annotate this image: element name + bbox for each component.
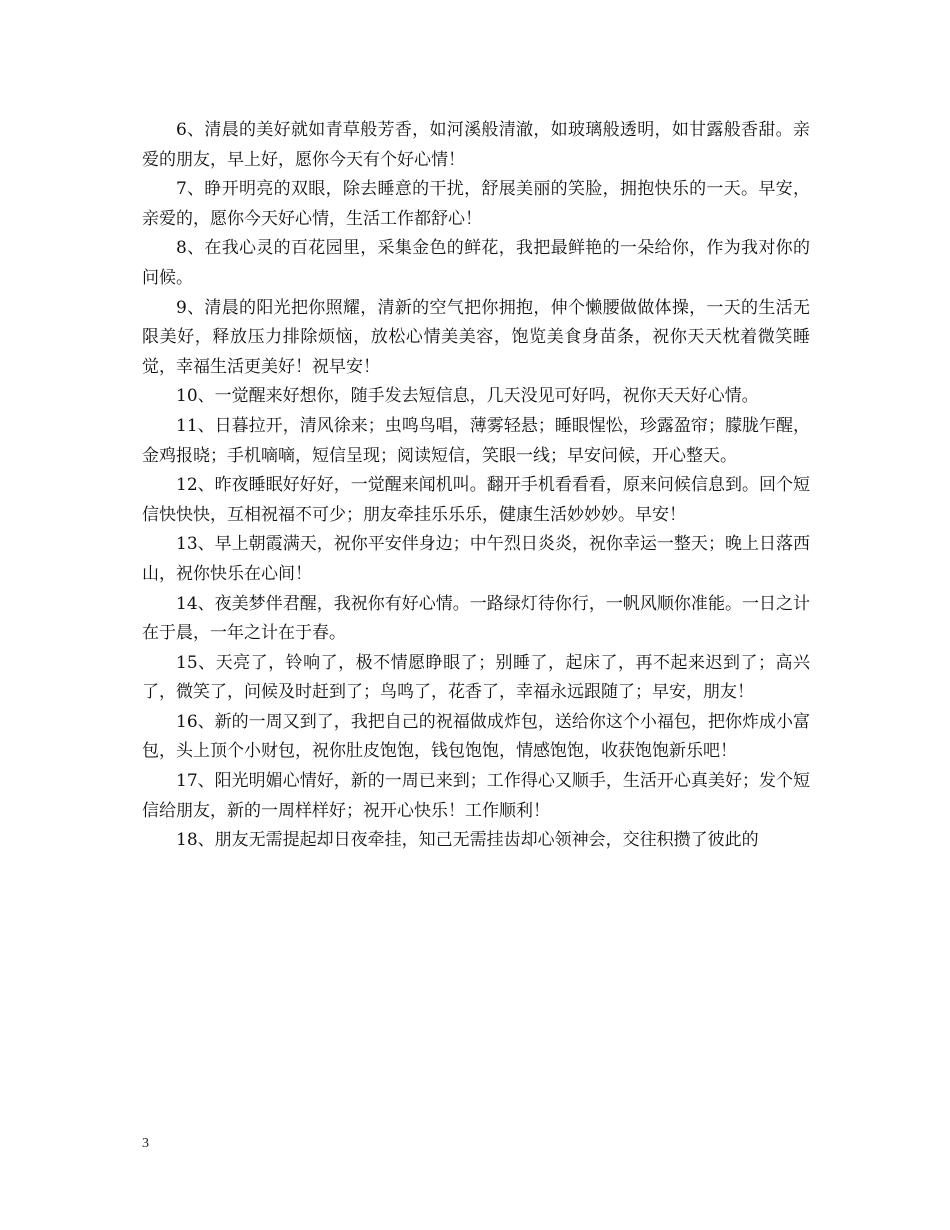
paragraph-12: 12、昨夜睡眠好好好，一觉醒来闻机叫。翻开手机看看看，原来问候信息到。回个短信快快快，互相祝福不可少；朋友牵挂乐乐乐，健康生活妙妙妙。早安！ — [142, 475, 810, 525]
paragraph-14: 14、夜美梦伴君醒，我祝你有好心情。一路绿灯待你行，一帆风顺你准能。一日之计在于晨，一年之计在于春。 — [142, 593, 810, 644]
paragraph-15: 15、天亮了，铃响了，极不情愿睁眼了；别睡了，起床了，再不起来迟到了；高兴了，微笑了，问候及时赶到了；鸟鸣了，花香了，幸福永远跟随了；早安，朋友！ — [142, 652, 810, 703]
paragraph-9: 9、清晨的阳光把你照耀，清新的空气把你拥抱，伸个懒腰做做体操，一天的生活无限美好，释放压力排除烦恼，放松心情美美容，饱览美食身苗条，祝你天天枕着微笑睡觉，幸福生活更美好！祝早安！ — [142, 297, 810, 377]
page-number: 3 — [142, 1136, 149, 1151]
paragraph-7: 7、睁开明亮的双眼，除去睡意的干扰，舒展美丽的笑脸，拥抱快乐的一天。早安，亲爱的，愿你今天好心情，生活工作都舒心！ — [142, 179, 810, 229]
paragraph-17: 17、阳光明媚心情好，新的一周已来到；工作得心又顺手，生活开心真美好；发个短信给朋友，新的一周样样好；祝开心快乐！工作顺利！ — [142, 771, 810, 821]
paragraph-18: 18、朋友无需提起却日夜牵挂，知己无需挂齿却心领神会，交往积攒了彼此的 — [176, 830, 759, 851]
paragraph-11: 11、日暮拉开，清风徐来；虫鸣鸟唱，薄雾轻悬；睡眼惺忪，珍露盈帘；朦胧乍醒，金鸡报晓；手机嘀嘀，短信呈现；阅读短信，笑眼一线；早安问候，开心整天。 — [142, 415, 810, 466]
document-body — [142, 116, 810, 856]
paragraph-8: 8、在我心灵的百花园里，采集金色的鲜花，我把最鲜艳的一朵给你，作为我对你的问候。 — [142, 238, 810, 288]
paragraph-16: 16、新的一周又到了，我把自己的祝福做成炸包，送给你这个小福包，把你炸成小富包，头上顶个小财包，祝你肚皮饱饱，钱包饱饱，情感饱饱，收获饱饱新乐吧！ — [142, 711, 810, 762]
paragraph-6: 6、清晨的美好就如青草般芳香，如河溪般清澈，如玻璃般透明，如甘露般香甜。亲爱的朋友，早上好，愿你今天有个好心情！ — [142, 120, 810, 170]
paragraph-10: 10、一觉醒来好想你，随手发去短信息，几天没见可好吗，祝你天天好心情。 — [176, 386, 759, 407]
paragraph-13: 13、早上朝霞满天，祝你平安伴身边；中午烈日炎炎，祝你幸运一整天；晚上日落西山，祝你快乐在心间！ — [142, 534, 810, 584]
